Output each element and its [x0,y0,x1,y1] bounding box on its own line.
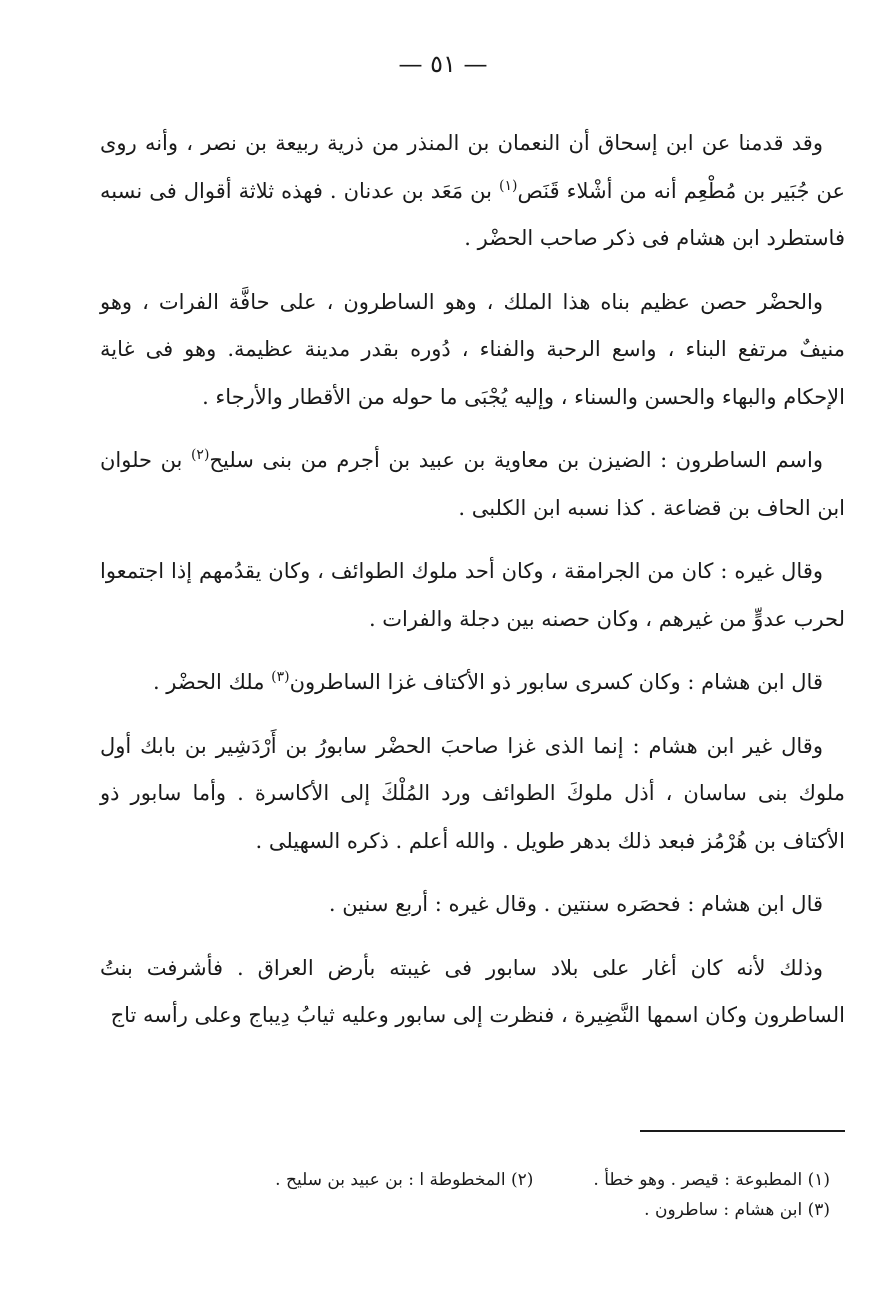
paragraph-text: وذلك لأنه كان أغار على بلاد سابور فى غيبته بأرض العراق . فأشرفت بنتُ الساطرون وكان اسمها النَّضِيرة ، فنظرت إلى سابور وعليه ثيابُ دِيباج وعلى رأسه تاج [100,955,845,1027]
paragraph-text: واسم الساطرون : الضيزن بن معاوية بن عبيد بن أجرم من بنى سليح [209,448,823,472]
footnote-row-2 [150,1195,830,1225]
paragraph [100,881,845,929]
paragraph [100,945,845,1040]
paragraph [100,548,845,643]
main-text [100,120,845,1056]
paragraph-text: وقال غير ابن هشام : إنما الذى غزا صاحبَ الحضْر سابورُ بن أَرْدَشِير بن بابك أول ملوك بنى ساسان ، أذل ملوكَ الطوائف ورد المُلْكَ إلى الأكاسرة . وأما سابور ذو الأكتاف بن هُرْمُز فبعد ذلك بدهر طويل . والله أعلم . ذكره السهيلى . [100,733,845,853]
footnote-marker: (٢) [190,447,210,463]
footnote-row-1 [150,1165,830,1195]
paragraph [100,437,845,532]
paragraph [100,279,845,422]
footnotes [150,1165,830,1225]
paragraph [100,120,845,263]
paragraph [100,723,845,866]
paragraph-text: والحضْر حصن عظيم بناه هذا الملك ، وهو الساطرون ، على حافَّة الفرات ، وهو منيفٌ مرتفع البناء ، واسع الرحبة والفناء ، دُوره بقدر مدينة عظيمة. وهو فى غاية الإحكام والبهاء والحسن والسناء ، وإليه يُجْبَى ما حوله من الأقطار والأرجاء . [100,289,845,409]
paragraph-text: بن حلوان ابن الحاف بن قضاعة . كذا نسبه ابن الكلبى . [100,448,845,520]
footnote-1: (١) المطبوعة : قيصر . وهو خطأ . [593,1170,830,1190]
page-number: — ٥١ — [398,50,488,78]
footnote-marker: (١) [499,177,518,194]
footnote-2: (٢) المخطوطة ا : بن عبيد بن سليح . [275,1170,534,1190]
footnote-separator [640,1130,845,1132]
paragraph-text: بن مَعَد بن عدنان . فهذه ثلاثة أقوال فى نسبه فاستطرد ابن هشام فى ذكر صاحب الحضْر . [100,178,845,250]
paragraph-text: قال ابن هشام : فحصَره سنتين . وقال غيره : أربع سنين . [328,892,823,916]
paragraph-text: وقد قدمنا عن ابن إسحاق أن النعمان بن المنذر من ذرية ربيعة بن نصر ، وأنه روى عن جُبَير بن مُطْعِم أنه من أشْلاء قَنَص [100,131,845,203]
footnote-3: (٣) ابن هشام : ساطرون . [644,1200,830,1220]
paragraph-text: وقال غيره : كان من الجرامقة ، وكان أحد ملوك الطوائف ، وكان يقدُمهم إذا اجتمعوا لحرب عدوٍّ من غيرهم ، وكان حصنه بين دجلة والفرات . [100,559,845,631]
paragraph [100,659,845,707]
paragraph-text: ملك الحضْر . [152,670,272,694]
footnote-marker: (٣) [271,669,290,685]
paragraph-text: قال ابن هشام : وكان كسرى سابور ذو الأكتاف غزا الساطرون [289,670,823,694]
